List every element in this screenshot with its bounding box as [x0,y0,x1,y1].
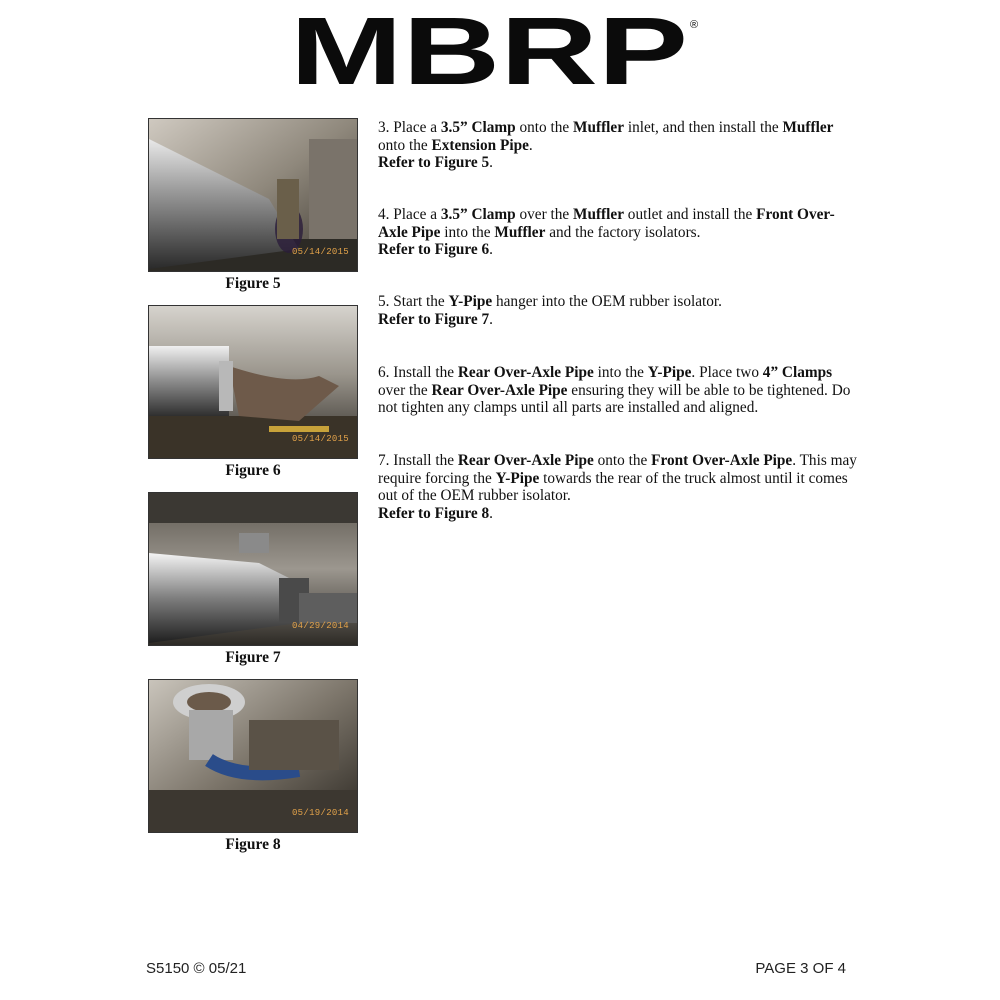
bold-term: Front Over-Axle Pipe [378,206,835,241]
figure-6 [148,305,358,480]
text-run: onto the [378,136,432,154]
footer-page-number: PAGE 3 OF 4 [755,960,846,977]
text-run: . This may require forcing the [378,452,857,487]
mbrp-logo-icon [290,14,704,92]
text-run: into the [593,364,648,381]
step-reference: Refer to Figure 7 [378,310,490,328]
step-number: 4. [378,206,394,223]
figure-6-caption: Figure 6 [225,462,281,479]
step-reference: Refer to Figure 5 [378,154,490,171]
bold-term: Y-Pipe [647,364,692,381]
step-7: 7. Install the Rear Over-Axle Pipe onto the Front Over-Axle Pipe. This may require forcing the Y-Pipe towards the rear of the truck almost until it comes out of the OEM rubber isolator. Refer to Figure 8. [378,452,857,522]
text-run: Place a [393,119,441,136]
step-number: 7. [378,452,394,469]
bold-term: 3.5” Clamp [440,206,516,223]
text-run: Start the [393,293,449,310]
text-run: . [528,136,533,154]
figure-5 [148,118,358,293]
bold-term: Extension Pipe [431,136,529,154]
text-run: towards the rear of the truck almost until it comes out of the OEM rubber isolator. [378,469,848,504]
step-number: 3. [378,119,394,136]
text-run: outlet and install the [623,206,757,223]
brand-logo [290,14,704,92]
text-run: ensuring they will be able to be tightened. Do not tighten any clamps until all parts are installed and aligned. [378,381,851,416]
figure-7-photo [148,492,358,646]
step-number: 5. [378,293,394,310]
text-run: . Place two [691,364,763,381]
step-text [378,119,858,154]
text-run: over the [515,206,574,223]
bold-term: Rear Over-Axle Pipe [457,364,594,381]
text-run: and the factory isolators. [545,223,701,241]
figure-8-date-stamp: 05/19/2014 [291,808,349,818]
figure-5-caption: Figure 5 [225,275,281,292]
text-run: over the [378,381,432,399]
bold-term: Muffler [573,206,624,223]
text-run: Place a [393,206,441,223]
step-3: 3. Place a 3.5” Clamp onto the Muffler inlet, and then install the Muffler onto the Extension Pipe. Refer to Figure 5. [378,119,858,172]
bold-term: Front Over-Axle Pipe [651,452,793,469]
bold-term: Y-Pipe [495,469,540,487]
figure-5-photo [148,118,358,272]
step-text [378,293,858,311]
svg-text:MBRP: MBRP [290,14,688,92]
figure-8-photo [148,679,358,833]
step-4: 4. Place a 3.5” Clamp over the Muffler outlet and install the Front Over-Axle Pipe into the Muffler and the factory isolators. Refer to Figure 6. [378,206,858,259]
figure-6-photo [148,305,358,459]
figure-8 [148,679,358,854]
bold-term: Rear Over-Axle Pipe [457,452,594,469]
figure-7 [148,492,358,667]
text-run: hanger into the OEM rubber isolator. [492,293,722,310]
step-number: 6. [378,364,394,381]
bold-term: Rear Over-Axle Pipe [431,381,568,399]
bold-term: Muffler [494,223,546,241]
bold-term: 3.5” Clamp [440,119,516,136]
text-run: into the [440,223,495,241]
bold-term: Muffler [573,119,624,136]
step-reference: Refer to Figure 8 [378,504,490,522]
figure-6-date-stamp: 05/14/2015 [291,434,349,444]
svg-text:®: ® [690,19,699,31]
figure-7-caption: Figure 7 [225,649,281,666]
text-run: onto the [593,452,652,469]
step-text [378,206,858,241]
text-run: onto the [515,119,574,136]
step-5: 5. Start the Y-Pipe hanger into the OEM rubber isolator. Refer to Figure 7. [378,293,858,328]
figure-5-date-stamp: 05/14/2015 [291,247,349,257]
footer-doc-code: S5150 © 05/21 [146,960,247,977]
bold-term: Muffler [782,119,834,136]
bold-term: Y-Pipe [448,293,493,310]
text-run: Install the [393,452,458,469]
bold-term: 4” Clamps [762,364,833,381]
figure-8-caption: Figure 8 [225,836,281,853]
step-6 [378,364,858,417]
step-text [378,364,858,417]
text-run: inlet, and then install the [624,119,783,136]
step-text [378,452,858,505]
text-run: Install the [393,364,458,381]
figure-7-date-stamp: 04/29/2014 [291,621,349,631]
step-reference: Refer to Figure 6 [378,241,490,258]
